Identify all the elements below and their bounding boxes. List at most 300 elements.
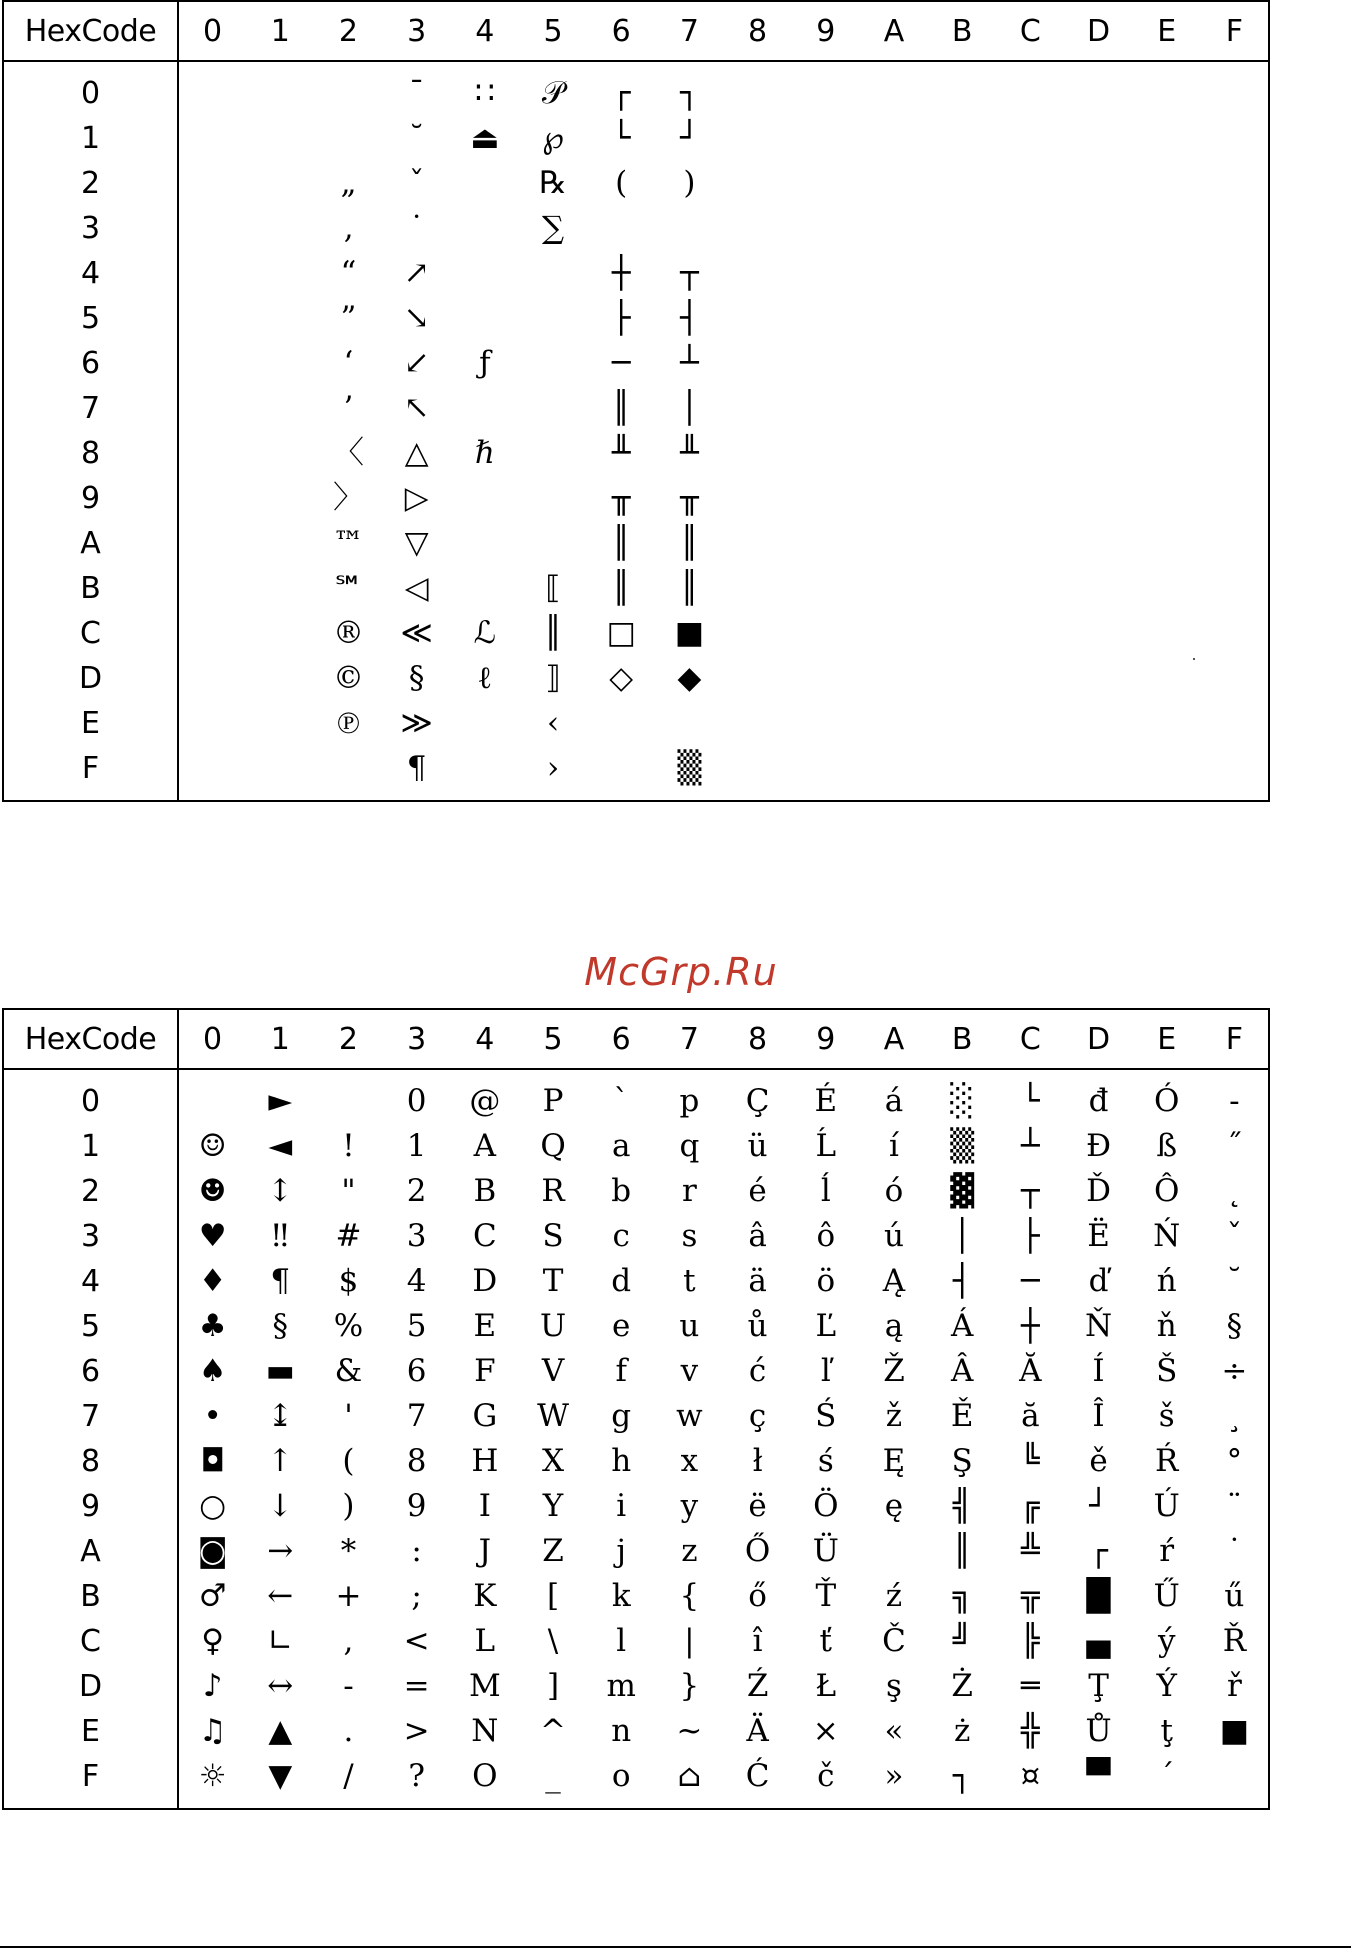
char-cell [451, 476, 519, 521]
char-cell [246, 656, 314, 701]
char-cell: G [472, 1397, 498, 1434]
char-cell [1201, 341, 1269, 386]
char-cell [996, 161, 1064, 206]
row-label: 7 [3, 1394, 178, 1439]
char-cell [1133, 656, 1201, 701]
row-label: 1 [3, 116, 178, 161]
char-cell [246, 746, 314, 791]
char-cell: ┤ [680, 299, 699, 336]
char-cell [860, 521, 928, 566]
char-cell [928, 206, 996, 251]
table-row [3, 1619, 1269, 1664]
char-cell: ☼ [198, 1757, 227, 1794]
char-cell: ▒ [950, 1128, 975, 1164]
char-cell: â [748, 1217, 767, 1254]
char-cell: ó [884, 1172, 904, 1209]
char-cell: └ [611, 120, 631, 156]
row-label: C [3, 1619, 178, 1664]
column-header: A [860, 1009, 928, 1069]
char-cell: ← [267, 1577, 294, 1614]
char-cell: ” [340, 299, 357, 336]
row-spacer [3, 61, 178, 71]
char-cell: ♀ [201, 1622, 224, 1659]
row-label: 0 [3, 71, 178, 116]
table-row [3, 1394, 1269, 1439]
char-cell: á [884, 1083, 904, 1120]
character-table-2 [2, 1008, 1270, 1810]
char-cell: / [343, 1757, 354, 1794]
char-cell: ≪ [400, 614, 433, 651]
table-row [3, 206, 1269, 251]
char-cell: ║ [543, 614, 563, 651]
char-cell [928, 161, 996, 206]
char-cell [246, 161, 314, 206]
char-cell [792, 251, 860, 296]
char-cell: ▓ [950, 1172, 975, 1209]
char-cell [1064, 476, 1132, 521]
row-spacer [178, 1799, 1269, 1809]
column-header: 1 [246, 1, 314, 61]
char-cell: " [341, 1172, 356, 1209]
char-cell [996, 251, 1064, 296]
char-cell: ˘ [1226, 1262, 1243, 1299]
char-cell: ¶ [270, 1262, 291, 1299]
char-cell [724, 476, 792, 521]
column-header: 4 [451, 1, 519, 61]
char-cell: █ [1086, 1577, 1111, 1614]
char-cell: ? [408, 1757, 425, 1794]
row-label: B [3, 1574, 178, 1619]
char-cell [792, 206, 860, 251]
char-cell [1201, 161, 1269, 206]
char-cell [1064, 746, 1132, 791]
char-cell [996, 476, 1064, 521]
char-cell: ├ [611, 299, 631, 336]
char-cell: ¶ [406, 749, 427, 786]
char-cell: │ [680, 389, 699, 426]
char-cell: } [679, 1667, 700, 1704]
char-cell: 9 [406, 1487, 427, 1524]
char-cell [1133, 566, 1201, 611]
char-cell [1064, 431, 1132, 476]
char-cell: ¯ [408, 75, 425, 112]
char-cell: ■ [1219, 1712, 1250, 1749]
char-cell: > [403, 1712, 430, 1749]
char-cell: Ë [1087, 1217, 1110, 1254]
char-cell: ◙ [197, 1532, 228, 1569]
char-cell: š [1158, 1397, 1175, 1434]
char-cell [860, 611, 928, 656]
char-cell: ▽ [404, 524, 429, 561]
char-cell [1064, 521, 1132, 566]
char-cell: ⏏ [470, 120, 500, 156]
char-cell: 〉 [332, 479, 364, 516]
char-cell [996, 656, 1064, 701]
char-cell: ~ [676, 1712, 703, 1749]
char-cell [178, 701, 246, 746]
column-header: F [1201, 1, 1269, 61]
char-cell [1201, 251, 1269, 296]
char-cell [996, 341, 1064, 386]
char-cell: ą [884, 1307, 904, 1344]
char-cell: ╝ [952, 1622, 972, 1659]
char-cell: • [203, 1397, 222, 1434]
char-cell: Â [950, 1352, 974, 1389]
char-cell [178, 161, 246, 206]
char-cell [724, 521, 792, 566]
char-cell: R [541, 1172, 565, 1209]
char-cell: Ď [1086, 1172, 1111, 1209]
char-cell: đ [1088, 1083, 1109, 1120]
table-row [3, 431, 1269, 476]
char-cell [792, 116, 860, 161]
char-cell [996, 611, 1064, 656]
char-cell: * [340, 1532, 357, 1569]
char-cell [928, 521, 996, 566]
char-cell [1133, 611, 1201, 656]
char-cell: ≫ [400, 704, 433, 741]
char-cell [792, 746, 860, 791]
char-cell: ∑ [541, 209, 565, 246]
char-cell: ż [953, 1712, 971, 1749]
char-cell [1133, 206, 1201, 251]
char-cell: Š [1156, 1352, 1178, 1389]
char-cell [996, 746, 1064, 791]
char-cell: c [612, 1217, 630, 1254]
char-cell [928, 746, 996, 791]
char-cell [996, 71, 1064, 116]
char-cell: F [474, 1352, 496, 1389]
char-cell: © [332, 659, 364, 696]
char-cell: ë [748, 1487, 767, 1524]
table-row [3, 161, 1269, 206]
table-row [3, 1304, 1269, 1349]
table-row [3, 1709, 1269, 1754]
char-cell [792, 161, 860, 206]
char-cell: ℒ [473, 614, 496, 651]
char-cell [519, 386, 587, 431]
char-cell [1133, 431, 1201, 476]
char-cell: j [616, 1532, 627, 1569]
char-cell: ä [748, 1262, 767, 1299]
char-cell: M [468, 1667, 501, 1704]
char-cell: ↔ [267, 1667, 294, 1704]
char-cell: ♂ [198, 1577, 227, 1614]
char-cell: Á [950, 1307, 974, 1344]
char-cell: Ą [882, 1262, 906, 1299]
char-cell: v [680, 1352, 699, 1389]
char-cell: ü [747, 1128, 768, 1164]
char-cell: ┬ [1021, 1172, 1040, 1209]
table-row [3, 701, 1269, 746]
char-cell: % [333, 1307, 364, 1344]
table-row [3, 341, 1269, 386]
char-cell: ┬ [680, 254, 699, 291]
char-cell [1133, 161, 1201, 206]
char-cell: ů [747, 1307, 768, 1344]
char-cell: [ [546, 1577, 560, 1614]
char-cell: ║ [680, 569, 699, 606]
char-cell [178, 746, 246, 791]
row-label: 4 [3, 251, 178, 296]
char-cell: ↖ [403, 389, 430, 426]
row-label: 5 [3, 1304, 178, 1349]
char-cell: Ť [815, 1577, 837, 1614]
hexcode-header: HexCode [3, 1009, 178, 1069]
column-header: 1 [246, 1009, 314, 1069]
row-spacer [178, 61, 1269, 71]
char-cell: „ [340, 164, 357, 201]
char-cell: ┌ [1089, 1532, 1108, 1569]
char-cell: → [267, 1532, 294, 1569]
char-cell [928, 341, 996, 386]
row-label: 2 [3, 161, 178, 206]
char-cell [724, 296, 792, 341]
column-header: 4 [451, 1009, 519, 1069]
row-label: 9 [3, 476, 178, 521]
char-cell [1064, 116, 1132, 161]
char-cell: ‼ [272, 1217, 289, 1254]
char-cell [1064, 386, 1132, 431]
row-label: E [3, 701, 178, 746]
row-label: 1 [3, 1124, 178, 1169]
char-cell [246, 611, 314, 656]
char-cell: » [884, 1757, 904, 1794]
char-cell [928, 476, 996, 521]
char-cell [792, 566, 860, 611]
char-cell: W [537, 1397, 569, 1434]
char-cell: p [679, 1083, 700, 1120]
char-cell: ░ [950, 1083, 975, 1120]
char-cell [1133, 296, 1201, 341]
table-row [3, 1574, 1269, 1619]
char-cell [246, 566, 314, 611]
char-cell: ╨ [611, 434, 631, 471]
char-cell: ß [1156, 1128, 1178, 1164]
char-cell [996, 206, 1064, 251]
char-cell: é [748, 1172, 767, 1209]
char-cell: D [472, 1262, 498, 1299]
char-cell [519, 431, 587, 476]
char-cell [724, 746, 792, 791]
char-cell: m [606, 1667, 636, 1704]
char-cell: g [611, 1397, 632, 1434]
char-cell: 4 [406, 1262, 427, 1299]
column-header: 6 [587, 1, 655, 61]
char-cell: ˝ [1226, 1128, 1243, 1164]
char-cell: ▼ [268, 1757, 293, 1794]
table-row [3, 116, 1269, 161]
char-cell [1133, 701, 1201, 746]
column-header: 6 [587, 1009, 655, 1069]
char-cell: Ź [746, 1667, 769, 1704]
table-row [3, 71, 1269, 116]
char-cell: ║ [952, 1532, 972, 1569]
char-cell: í [889, 1128, 899, 1164]
table-row [3, 1529, 1269, 1574]
table-row [3, 746, 1269, 791]
char-cell [724, 611, 792, 656]
char-cell: § [408, 659, 425, 696]
char-cell [314, 746, 382, 791]
char-cell: └ [1021, 1083, 1040, 1120]
char-cell: ^ [540, 1712, 567, 1749]
char-cell: a [611, 1128, 631, 1164]
char-cell: - [1229, 1083, 1240, 1120]
char-cell [928, 566, 996, 611]
char-cell: V [541, 1352, 565, 1389]
char-cell: C [472, 1217, 497, 1254]
char-cell: △ [404, 434, 429, 471]
char-cell: Í [1092, 1352, 1105, 1389]
char-cell: B [473, 1172, 497, 1209]
char-cell: ║ [611, 389, 631, 426]
char-cell: k [611, 1577, 631, 1614]
char-cell [1201, 431, 1269, 476]
char-cell [314, 1079, 382, 1124]
row-label: A [3, 1529, 178, 1574]
char-cell: ¤ [1020, 1757, 1041, 1794]
char-cell: Ö [813, 1487, 839, 1524]
char-cell: ♫ [198, 1712, 227, 1749]
char-cell: ♠ [198, 1352, 227, 1389]
char-cell [314, 116, 382, 161]
char-cell: ł [752, 1442, 763, 1479]
column-header: B [928, 1, 996, 61]
char-cell [1064, 341, 1132, 386]
char-cell [1064, 656, 1132, 701]
char-cell [1064, 296, 1132, 341]
char-cell: î [752, 1622, 763, 1659]
char-cell: ♪ [202, 1667, 223, 1704]
char-cell [792, 701, 860, 746]
table-row [3, 1664, 1269, 1709]
char-cell: O [472, 1757, 498, 1794]
row-spacer [3, 1799, 178, 1809]
char-cell: Ř [1222, 1622, 1247, 1659]
char-cell [792, 431, 860, 476]
char-cell: ◆ [677, 659, 702, 696]
char-cell: ! [342, 1128, 355, 1164]
char-cell: ô [816, 1217, 836, 1254]
char-cell [178, 386, 246, 431]
char-cell: ő [748, 1577, 767, 1614]
row-label: A [3, 521, 178, 566]
char-cell [860, 296, 928, 341]
char-cell [1201, 386, 1269, 431]
char-cell: 6 [406, 1352, 427, 1389]
char-cell: × [812, 1712, 839, 1749]
char-cell [451, 701, 519, 746]
char-cell [860, 431, 928, 476]
char-cell [1133, 386, 1201, 431]
char-cell [246, 431, 314, 476]
char-cell: ¸ [1226, 1397, 1243, 1434]
char-cell: d [611, 1262, 632, 1299]
char-cell: ™ [332, 524, 364, 561]
character-table-1 [2, 0, 1270, 802]
char-cell: Î [1092, 1397, 1105, 1434]
char-cell: ‘ [343, 344, 354, 381]
char-cell: @ [469, 1083, 501, 1120]
char-cell: É [814, 1083, 838, 1120]
char-cell: ▲ [268, 1712, 293, 1749]
char-cell [860, 206, 928, 251]
table-row [3, 611, 1269, 656]
char-cell: Ş [951, 1442, 973, 1479]
char-cell: K [473, 1577, 497, 1614]
char-cell [792, 341, 860, 386]
char-cell: ⌂ [677, 1757, 702, 1794]
char-cell: ♣ [198, 1307, 227, 1344]
char-cell: Ů [1085, 1712, 1112, 1749]
column-header: 2 [314, 1009, 382, 1069]
table-row [3, 1349, 1269, 1394]
column-header: 0 [178, 1009, 246, 1069]
char-cell: h [611, 1442, 632, 1479]
char-cell: e [612, 1307, 631, 1344]
char-cell: ╠ [1021, 1622, 1040, 1659]
char-cell: Ü [812, 1532, 839, 1569]
char-cell [1133, 476, 1201, 521]
char-cell: § [272, 1307, 289, 1344]
char-cell: l [616, 1622, 627, 1659]
char-cell: ┴ [680, 344, 699, 381]
char-cell: ť [819, 1622, 833, 1659]
row-label: 4 [3, 1259, 178, 1304]
char-cell: ↘ [403, 299, 430, 336]
char-cell [246, 701, 314, 746]
char-cell: Y [542, 1487, 564, 1524]
char-cell: ú [883, 1217, 904, 1254]
char-cell [1064, 611, 1132, 656]
char-cell [1201, 1754, 1269, 1799]
char-cell: § [1226, 1307, 1243, 1344]
char-cell: ─ [611, 344, 631, 381]
char-cell: ⟦ [545, 569, 561, 606]
char-cell [1133, 746, 1201, 791]
char-cell [860, 71, 928, 116]
char-cell: ■ [674, 614, 705, 651]
char-cell [451, 386, 519, 431]
char-cell: Ó [1154, 1083, 1180, 1120]
char-cell: ╬ [1021, 1712, 1040, 1749]
char-cell [1133, 71, 1201, 116]
char-cell: ň [1156, 1307, 1177, 1344]
char-cell: ╣ [952, 1487, 972, 1524]
char-cell: ┐ [952, 1757, 972, 1794]
char-cell [792, 296, 860, 341]
char-cell: ┼ [1021, 1307, 1040, 1344]
row-label: 6 [3, 341, 178, 386]
column-header: C [996, 1, 1064, 61]
char-cell [996, 116, 1064, 161]
char-cell [519, 521, 587, 566]
column-header: 7 [655, 1, 723, 61]
char-cell: Z [542, 1532, 564, 1569]
char-cell: 〈 [332, 434, 364, 471]
char-cell: I [478, 1487, 491, 1524]
char-cell [1133, 116, 1201, 161]
char-cell: ž [885, 1397, 903, 1434]
char-cell [928, 701, 996, 746]
char-cell: q [679, 1128, 700, 1164]
char-cell [724, 431, 792, 476]
char-cell: ║ [611, 569, 631, 606]
char-cell [996, 386, 1064, 431]
char-cell [792, 521, 860, 566]
char-cell: { [679, 1577, 700, 1614]
